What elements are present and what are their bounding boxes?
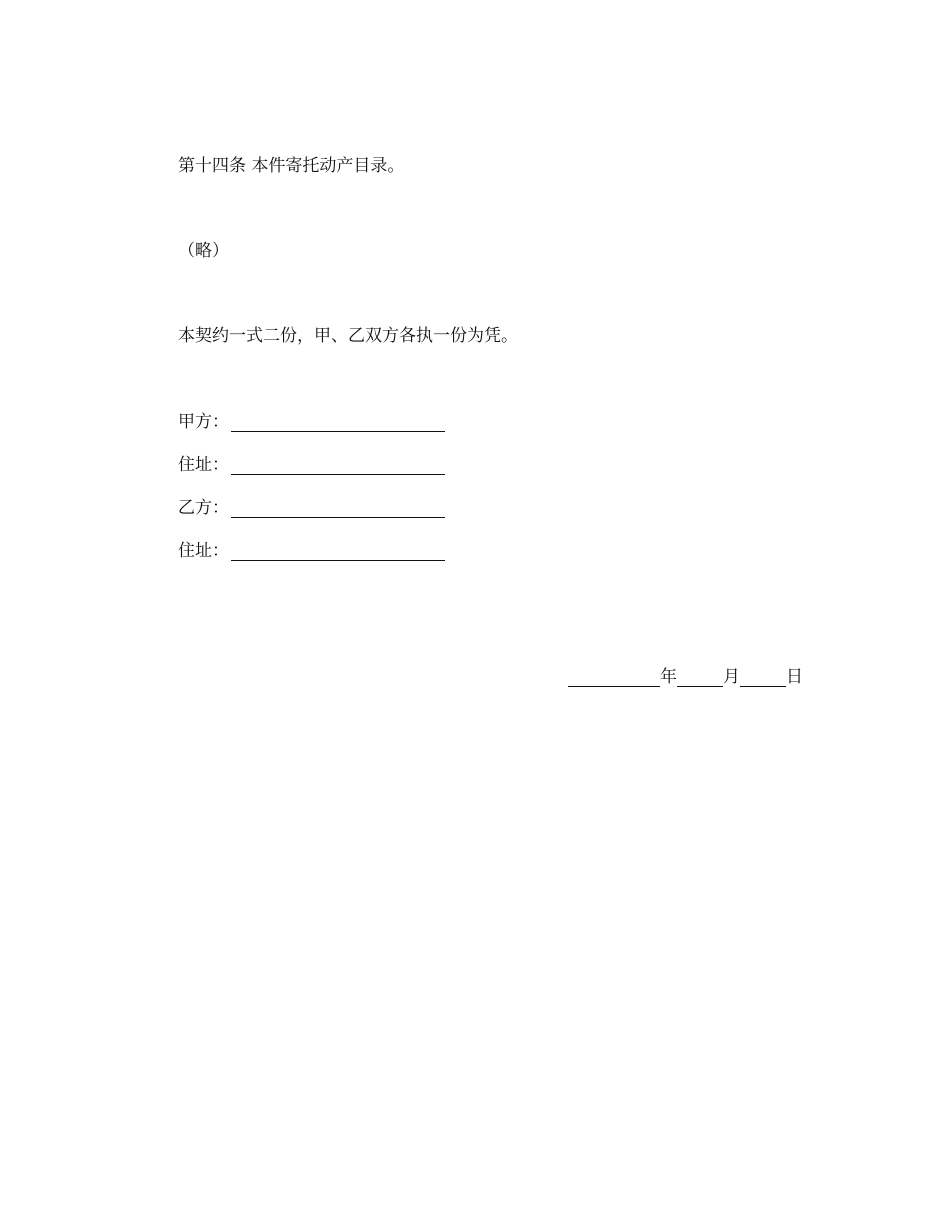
year-unit: 年 [660, 667, 677, 687]
party-a-address-label: 住址： [178, 455, 229, 475]
party-a-address-blank [231, 460, 445, 475]
day-unit: 日 [786, 667, 803, 687]
party-b-label: 乙方： [178, 498, 229, 518]
party-b-address-blank [231, 546, 445, 561]
date-line [568, 665, 803, 687]
copies-note: 本契约一式二份，甲、乙双方各执一份为凭。 [178, 326, 518, 346]
party-b-address-label: 住址： [178, 541, 229, 561]
party-a-signature-row [178, 410, 445, 432]
party-b-address-row [178, 539, 445, 561]
party-a-address-row [178, 453, 445, 475]
party-a-label: 甲方： [178, 412, 229, 432]
article-14-title: 第十四条 本件寄托动产目录。 [178, 156, 405, 176]
year-blank [568, 672, 660, 687]
party-b-blank [231, 503, 445, 518]
month-blank [677, 672, 723, 687]
party-a-blank [231, 417, 445, 432]
omitted-note: （略） [178, 241, 229, 261]
day-blank [740, 672, 786, 687]
party-b-signature-row [178, 496, 445, 518]
month-unit: 月 [723, 667, 740, 687]
